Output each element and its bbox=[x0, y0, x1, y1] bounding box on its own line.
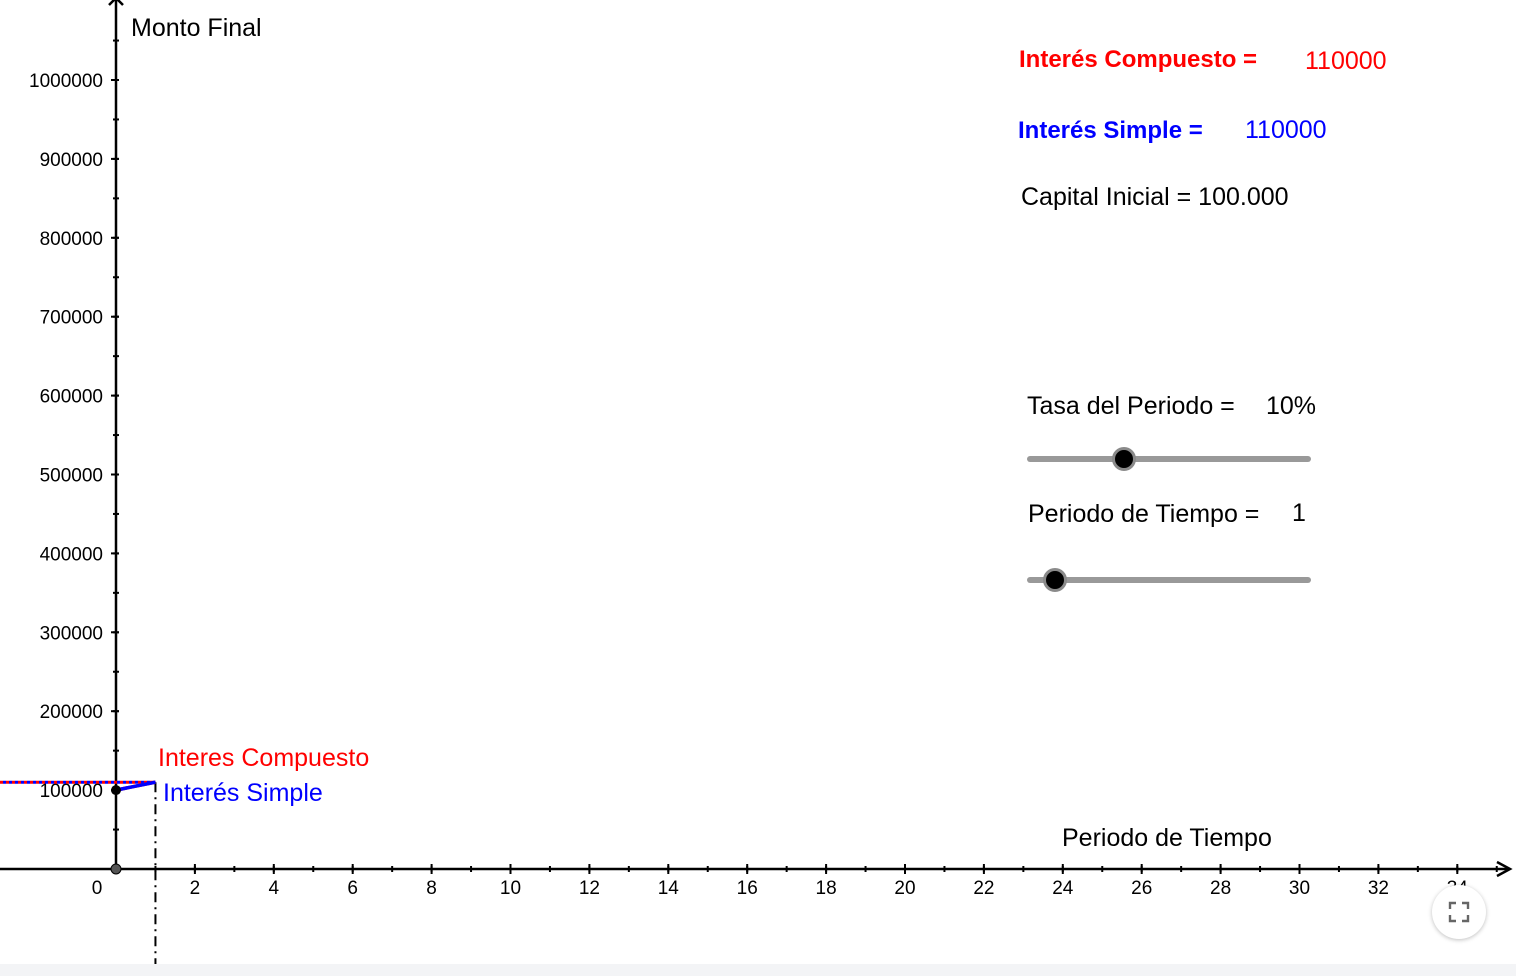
capital-inicial-text: Capital Inicial = 100.000 bbox=[1021, 183, 1289, 211]
data-series bbox=[111, 782, 155, 874]
reference-lines bbox=[0, 782, 155, 964]
tasa-slider-handle[interactable] bbox=[1112, 447, 1136, 471]
x-tick-label: 12 bbox=[578, 878, 600, 899]
x-tick-label: 30 bbox=[1288, 878, 1311, 899]
x-tick-label: 16 bbox=[736, 878, 758, 899]
capital-point bbox=[111, 785, 121, 795]
y-tick-label: 700000 bbox=[39, 307, 103, 329]
y-tick-label: 200000 bbox=[39, 702, 103, 724]
x-tick-label: 26 bbox=[1131, 878, 1153, 899]
y-tick-label: 100000 bbox=[39, 781, 103, 803]
periodo-slider-track[interactable] bbox=[1027, 577, 1311, 583]
tasa-slider-track[interactable] bbox=[1027, 456, 1311, 462]
compuesto-result-value: 110000 bbox=[1305, 47, 1387, 75]
periodo-slider-value: 1 bbox=[1292, 499, 1306, 527]
x-tick-label: 28 bbox=[1210, 878, 1232, 899]
x-tick-label: 24 bbox=[1052, 878, 1074, 899]
fullscreen-button[interactable] bbox=[1432, 885, 1486, 939]
simple-result-label: Interés Simple = bbox=[1018, 117, 1203, 144]
periodo-slider-label: Periodo de Tiempo = bbox=[1028, 500, 1260, 528]
tasa-slider-label: Tasa del Periodo = bbox=[1027, 392, 1235, 420]
x-tick-label: 32 bbox=[1367, 878, 1389, 899]
x-tick-label: 22 bbox=[973, 878, 995, 899]
x-axis-title: Periodo de Tiempo bbox=[1062, 824, 1272, 852]
y-tick-label: 400000 bbox=[39, 544, 103, 566]
y-tick-label: 900000 bbox=[39, 149, 103, 171]
x-tick-label: 4 bbox=[268, 878, 280, 899]
x-tick-label: 20 bbox=[894, 878, 916, 899]
y-axis-ticks bbox=[29, 41, 119, 830]
y-tick-label: 300000 bbox=[39, 623, 103, 645]
origin-label: 0 bbox=[91, 878, 103, 899]
y-tick-label: 600000 bbox=[39, 386, 103, 408]
simple-curve-label: Interés Simple bbox=[163, 779, 323, 807]
x-tick-label: 18 bbox=[815, 878, 837, 899]
y-tick-label: 500000 bbox=[39, 465, 103, 487]
x-tick-label: 2 bbox=[189, 878, 201, 899]
fullscreen-icon bbox=[1448, 901, 1470, 923]
y-tick-label: 800000 bbox=[39, 228, 103, 250]
origin-point bbox=[111, 864, 121, 874]
simple-result-value: 110000 bbox=[1245, 116, 1327, 144]
compuesto-curve-label: Interes Compuesto bbox=[158, 744, 370, 772]
x-tick-label: 6 bbox=[347, 878, 358, 899]
y-tick-label: 1000000 bbox=[29, 71, 103, 92]
y-axis-title: Monto Final bbox=[131, 14, 262, 42]
x-tick-label: 10 bbox=[499, 878, 522, 899]
tasa-slider-value: 10% bbox=[1266, 392, 1317, 420]
x-tick-label: 14 bbox=[657, 878, 679, 899]
x-tick-label: 8 bbox=[426, 878, 437, 899]
compuesto-result-label: Interés Compuesto = bbox=[1019, 46, 1258, 73]
